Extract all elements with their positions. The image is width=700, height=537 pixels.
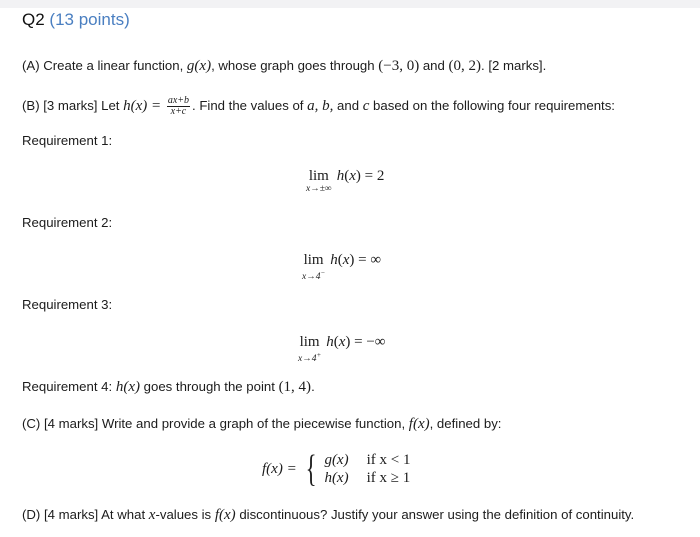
req-4-suffix: . [311,379,315,394]
case-2-cond: if x ≥ 1 [366,470,411,486]
part-b-suffix: based on the following four requirements: [369,97,615,113]
part-d [22,507,634,524]
lim-expression: h(x) = ∞ [330,252,382,268]
top-bar [0,0,700,8]
case-1-expr: g(x) [324,452,349,468]
lim-subscript-text: x→4 [302,272,321,283]
part-b-vars: a, b, [307,97,334,114]
requirement-1-label: Requirement 1: [22,133,113,148]
part-a-and: and [419,58,449,73]
part-b-prefix: (B) [3 marks] Let [22,97,124,113]
req-4-mid: goes through the point [139,379,279,394]
part-a-mid: , whose graph goes through [211,58,379,73]
lim-expression: h(x) = −∞ [326,334,386,350]
question-points: (13 points) [49,10,130,29]
fraction-denominator: x+c [170,106,187,117]
lim-word: lim [299,334,320,350]
lim-subscript: x→±∞ [306,184,332,194]
part-d-x: x [148,507,156,523]
part-d-suffix: discontinuous? Justify your answer using the definition of continuity. [235,507,635,522]
fraction-numerator: ax+b [167,95,190,106]
lim-subscript-text: x→4 [298,354,317,365]
part-c-func: f(x) [408,416,430,432]
part-b [22,96,615,117]
requirement-3-limit [298,334,385,365]
part-b-fraction [167,96,190,117]
lim-subscript [298,350,321,365]
part-a [22,58,546,75]
lim-subscript-sign: − [320,269,326,277]
piecewise-definition [262,450,410,488]
part-b-c: c [362,97,370,114]
left-brace: { [306,448,318,490]
requirement-4 [22,379,315,396]
lim-subscript-sign: + [316,351,322,359]
part-b-func: h(x) = [123,97,162,114]
req-4-point: (1, 4) [278,379,312,395]
part-b-mid: . Find the values of [192,97,308,113]
requirement-1-limit [306,168,384,195]
part-a-suffix: . [2 marks]. [481,58,547,73]
question-title [22,10,130,30]
part-c-prefix: (C) [4 marks] Write and provide a graph of the piecewise function, [22,416,409,431]
part-b-and: and [333,97,363,113]
requirement-3-label: Requirement 3: [22,297,113,312]
question-label: Q2 [22,10,45,29]
part-a-point1: (−3, 0) [378,58,420,74]
part-c-suffix: , defined by: [429,416,502,431]
case-2-expr: h(x) [324,470,349,486]
part-d-func: f(x) [214,507,236,523]
piecewise-case-1 [322,451,410,469]
requirement-2-label: Requirement 2: [22,215,113,230]
piecewise-cases [322,451,410,487]
part-d-mid: -values is [155,507,215,522]
part-c [22,416,501,433]
part-a-func: g(x) [186,58,212,74]
req-4-func: h(x) [115,379,140,395]
lim-word: lim [308,168,329,184]
lim-expression: h(x) = 2 [336,168,385,184]
part-a-point2: (0, 2) [448,58,482,74]
piecewise-lhs: f(x) = [262,460,297,477]
piecewise-case-2 [322,469,410,487]
lim-subscript [302,268,325,283]
case-1-cond: if x < 1 [366,452,411,468]
lim-word: lim [303,252,324,268]
requirement-2-limit [302,252,381,283]
req-4-prefix: Requirement 4: [22,379,116,394]
part-a-prefix: (A) Create a linear function, [22,58,187,73]
part-d-prefix: (D) [4 marks] At what [22,507,149,522]
